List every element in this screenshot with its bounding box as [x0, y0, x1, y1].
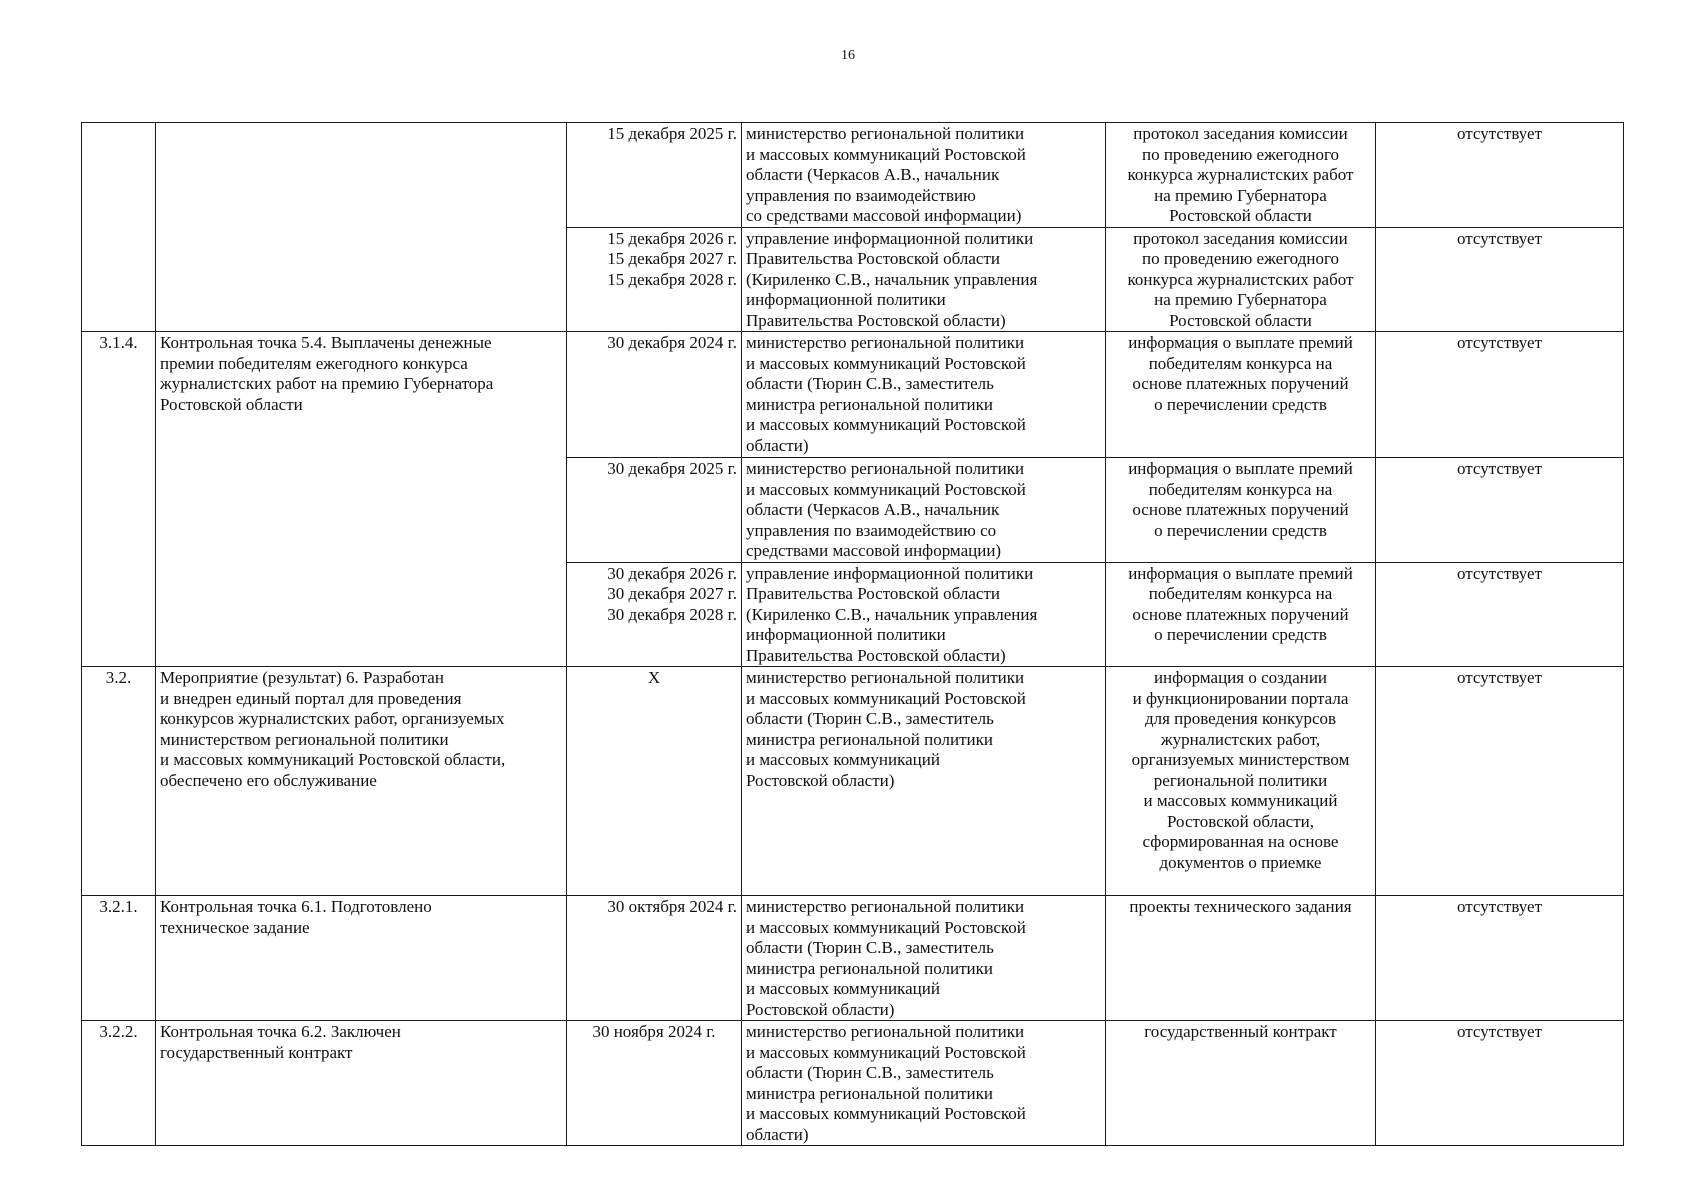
deadline-cell: 15 декабря 2026 г. 15 декабря 2027 г. 15 декабря 2028 г. — [567, 227, 742, 332]
status-cell: отсутствует — [1376, 227, 1624, 332]
table-row — [82, 332, 1624, 458]
status-cell: отсутствует — [1376, 458, 1624, 563]
row-number-cell: 3.2.1. — [82, 896, 156, 1021]
deadline-cell: 15 декабря 2025 г. — [567, 123, 742, 228]
deadline-cell: 30 ноября 2024 г. — [567, 1021, 742, 1146]
row-name-cell: Контрольная точка 5.4. Выплачены денежные премии победителям ежегодного конкурса журналистских работ на премию Губернатора Ростовской области — [156, 332, 567, 667]
responsible-cell: министерство региональной политики и массовых коммуникаций Ростовской области (Тюрин С.В., заместитель министра региональной политики и массовых коммуникаций Ростовской области) — [742, 332, 1106, 458]
deadline-cell: 30 декабря 2024 г. — [567, 332, 742, 458]
deadline-cell: X — [567, 667, 742, 896]
row-name-cell: Контрольная точка 6.1. Подготовлено техническое задание — [156, 896, 567, 1021]
table-row — [82, 667, 1624, 896]
status-cell: отсутствует — [1376, 332, 1624, 458]
responsible-cell: управление информационной политики Правительства Ростовской области (Кириленко С.В., начальник управления информационной политики Правительства Ростовской области) — [742, 562, 1106, 667]
responsible-cell: министерство региональной политики и массовых коммуникаций Ростовской области (Тюрин С.В., заместитель министра региональной политики и массовых коммуникаций Ростовской области) — [742, 896, 1106, 1021]
responsible-cell: министерство региональной политики и массовых коммуникаций Ростовской области (Черкасов А.В., начальник управления по взаимодействию со средствами массовой информации) — [742, 458, 1106, 563]
responsible-cell: министерство региональной политики и массовых коммуникаций Ростовской области (Тюрин С.В., заместитель министра региональной политики и массовых коммуникаций Ростовской области) — [742, 1021, 1106, 1146]
status-cell: отсутствует — [1376, 123, 1624, 228]
deadline-cell: 30 декабря 2026 г. 30 декабря 2027 г. 30 декабря 2028 г. — [567, 562, 742, 667]
responsible-cell: управление информационной политики Правительства Ростовской области (Кириленко С.В., начальник управления информационной политики Правительства Ростовской области) — [742, 227, 1106, 332]
table-row — [82, 1021, 1624, 1146]
row-number-cell — [82, 123, 156, 332]
deadline-cell: 30 декабря 2025 г. — [567, 458, 742, 563]
plan-table — [81, 122, 1624, 1146]
row-number-cell: 3.1.4. — [82, 332, 156, 667]
responsible-cell: министерство региональной политики и массовых коммуникаций Ростовской области (Тюрин С.В., заместитель министра региональной политики и массовых коммуникаций Ростовской области) — [742, 667, 1106, 896]
table-row — [82, 896, 1624, 1021]
document-cell: информация о выплате премий победителям конкурса на основе платежных поручений о перечислении средств — [1106, 332, 1376, 458]
status-cell: отсутствует — [1376, 562, 1624, 667]
document-cell: протокол заседания комиссии по проведению ежегодного конкурса журналистских работ на премию Губернатора Ростовской области — [1106, 227, 1376, 332]
document-cell: протокол заседания комиссии по проведению ежегодного конкурса журналистских работ на премию Губернатора Ростовской области — [1106, 123, 1376, 228]
page-number: 16 — [841, 48, 855, 63]
document-cell: государственный контракт — [1106, 1021, 1376, 1146]
responsible-cell: министерство региональной политики и массовых коммуникаций Ростовской области (Черкасов А.В., начальник управления по взаимодействию со средствами массовой информации) — [742, 123, 1106, 228]
status-cell: отсутствует — [1376, 1021, 1624, 1146]
document-cell: информация о выплате премий победителям конкурса на основе платежных поручений о перечислении средств — [1106, 562, 1376, 667]
deadline-cell: 30 октября 2024 г. — [567, 896, 742, 1021]
row-name-cell: Контрольная точка 6.2. Заключен государственный контракт — [156, 1021, 567, 1146]
table-row — [82, 123, 1624, 228]
row-number-cell: 3.2.2. — [82, 1021, 156, 1146]
document-cell: информация о создании и функционировании портала для проведения конкурсов журналистских работ, организуемых министерством региональной политики и массовых коммуникаций Ростовской области, сформированная на основе документов о приемке — [1106, 667, 1376, 896]
row-number-cell: 3.2. — [82, 667, 156, 896]
row-name-cell — [156, 123, 567, 332]
status-cell: отсутствует — [1376, 896, 1624, 1021]
document-cell: проекты технического задания — [1106, 896, 1376, 1021]
document-cell: информация о выплате премий победителям конкурса на основе платежных поручений о перечислении средств — [1106, 458, 1376, 563]
row-name-cell: Мероприятие (результат) 6. Разработан и внедрен единый портал для проведения конкурсов журналистских работ, организуемых министерством региональной политики и массовых коммуникаций Ростовской области, обеспечено его обслуживание — [156, 667, 567, 896]
status-cell: отсутствует — [1376, 667, 1624, 896]
